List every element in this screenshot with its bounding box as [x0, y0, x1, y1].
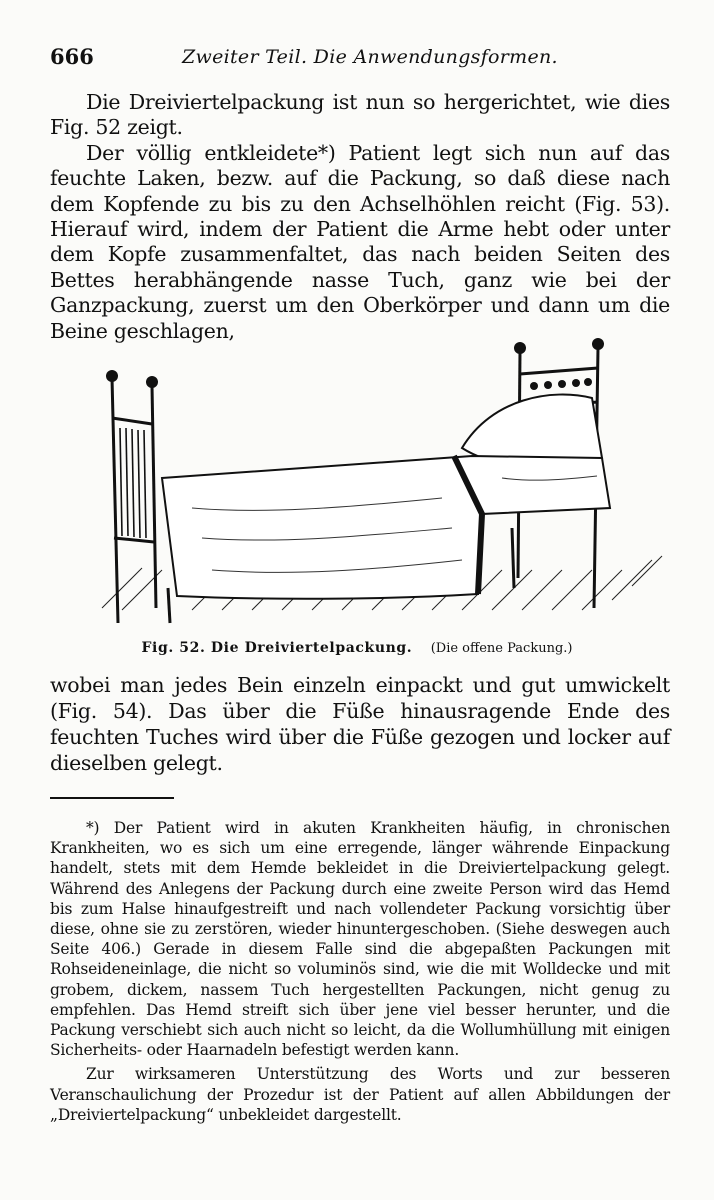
bed-engraving-image: [82, 338, 672, 628]
head-ornaments: [530, 378, 592, 390]
figure-caption: [0, 640, 714, 656]
paragraph-3: wobei man jedes Bein einzeln einpackt und gut umwickelt (Fig. 54). Das über die Füße hinausragende Ende des feuchten Tuches wird über die Füße gezogen und locker auf dieselben gelegt.: [50, 673, 670, 775]
figure-caption-label: Fig. 52. Die Dreiviertelpackung.: [141, 640, 413, 656]
figure-caption-sub: (Die offene Packung.): [430, 641, 573, 656]
footnote-paragraph-2: Zur wirksameren Unterstützung des Worts und zur besseren Veranschaulichung der Prozedur ist der Patient auf allen Abbildungen der „Dreiviertelpackung“ unbekleidet dargestellt.: [50, 1065, 670, 1124]
paragraph-1: Die Dreiviertelpackung ist nun so hergerichtet, wie dies Fig. 52 zeigt.: [50, 90, 670, 140]
main-text-bottom: [50, 672, 670, 776]
paragraph-2: Der völlig entkleidete*) Patient legt sich nun auf das feuchte Laken, bezw. auf die Packung, so daß diese nach dem Kopfende zu bis zu den Achselhöhlen reicht (Fig. 53). Hierauf wird, indem der Patient die Arme hebt oder unter dem Kopfe zusammenfaltet, das nach beiden Seiten des Bettes herabhängende nasse Tuch, ganz wie bei der Ganzpackung, zuerst um den Oberkörper und dann um die Beine geschlagen,: [50, 140, 670, 343]
page-header: [50, 40, 670, 74]
footnote-paragraph-1: *) Der Patient wird in akuten Krankheiten häufig, in chronischen Krankheiten, wo es sich um eine erregende, länger währende Einpackung handelt, stets mit dem Hemde bekleidet in die Dreiviertelpackung gelegt. Während des Anlegens der Packung durch eine zweite Person wird das Hemd bis zum Halse hinaufgestreift und nach vollendeter Packung vorsichtig über diese, ohne sie zu zerstören, wieder hinuntergeschoben. (Siehe deswegen auch Seite 406.) Gerade in diesem Falle sind die abgepaßten Packungen mit Rohseideneinlage, die nicht so voluminös sind, wie die mit Wolldecke und mit grobem, dickem, nassem Tuch hergestellten Packungen, nicht genug zu empfehlen. Das Hemd streift sich über jene viel besser herunter, und die Packung verschiebt sich auch nicht so leicht, da die Wollumhüllung mit einigen Sicherheits- oder Haarnadeln befestigt werden kann.: [50, 819, 670, 1060]
bed-foot-bars: [120, 428, 146, 538]
running-title: Zweiter Teil. Die Anwendungsformen.: [182, 46, 558, 68]
main-text-top: [50, 90, 670, 344]
footnote: [50, 818, 670, 1125]
footnote-divider: [50, 797, 174, 799]
packing-sheet: [162, 456, 610, 599]
page-number: 666: [50, 44, 94, 69]
bed-illustration: [82, 338, 672, 638]
